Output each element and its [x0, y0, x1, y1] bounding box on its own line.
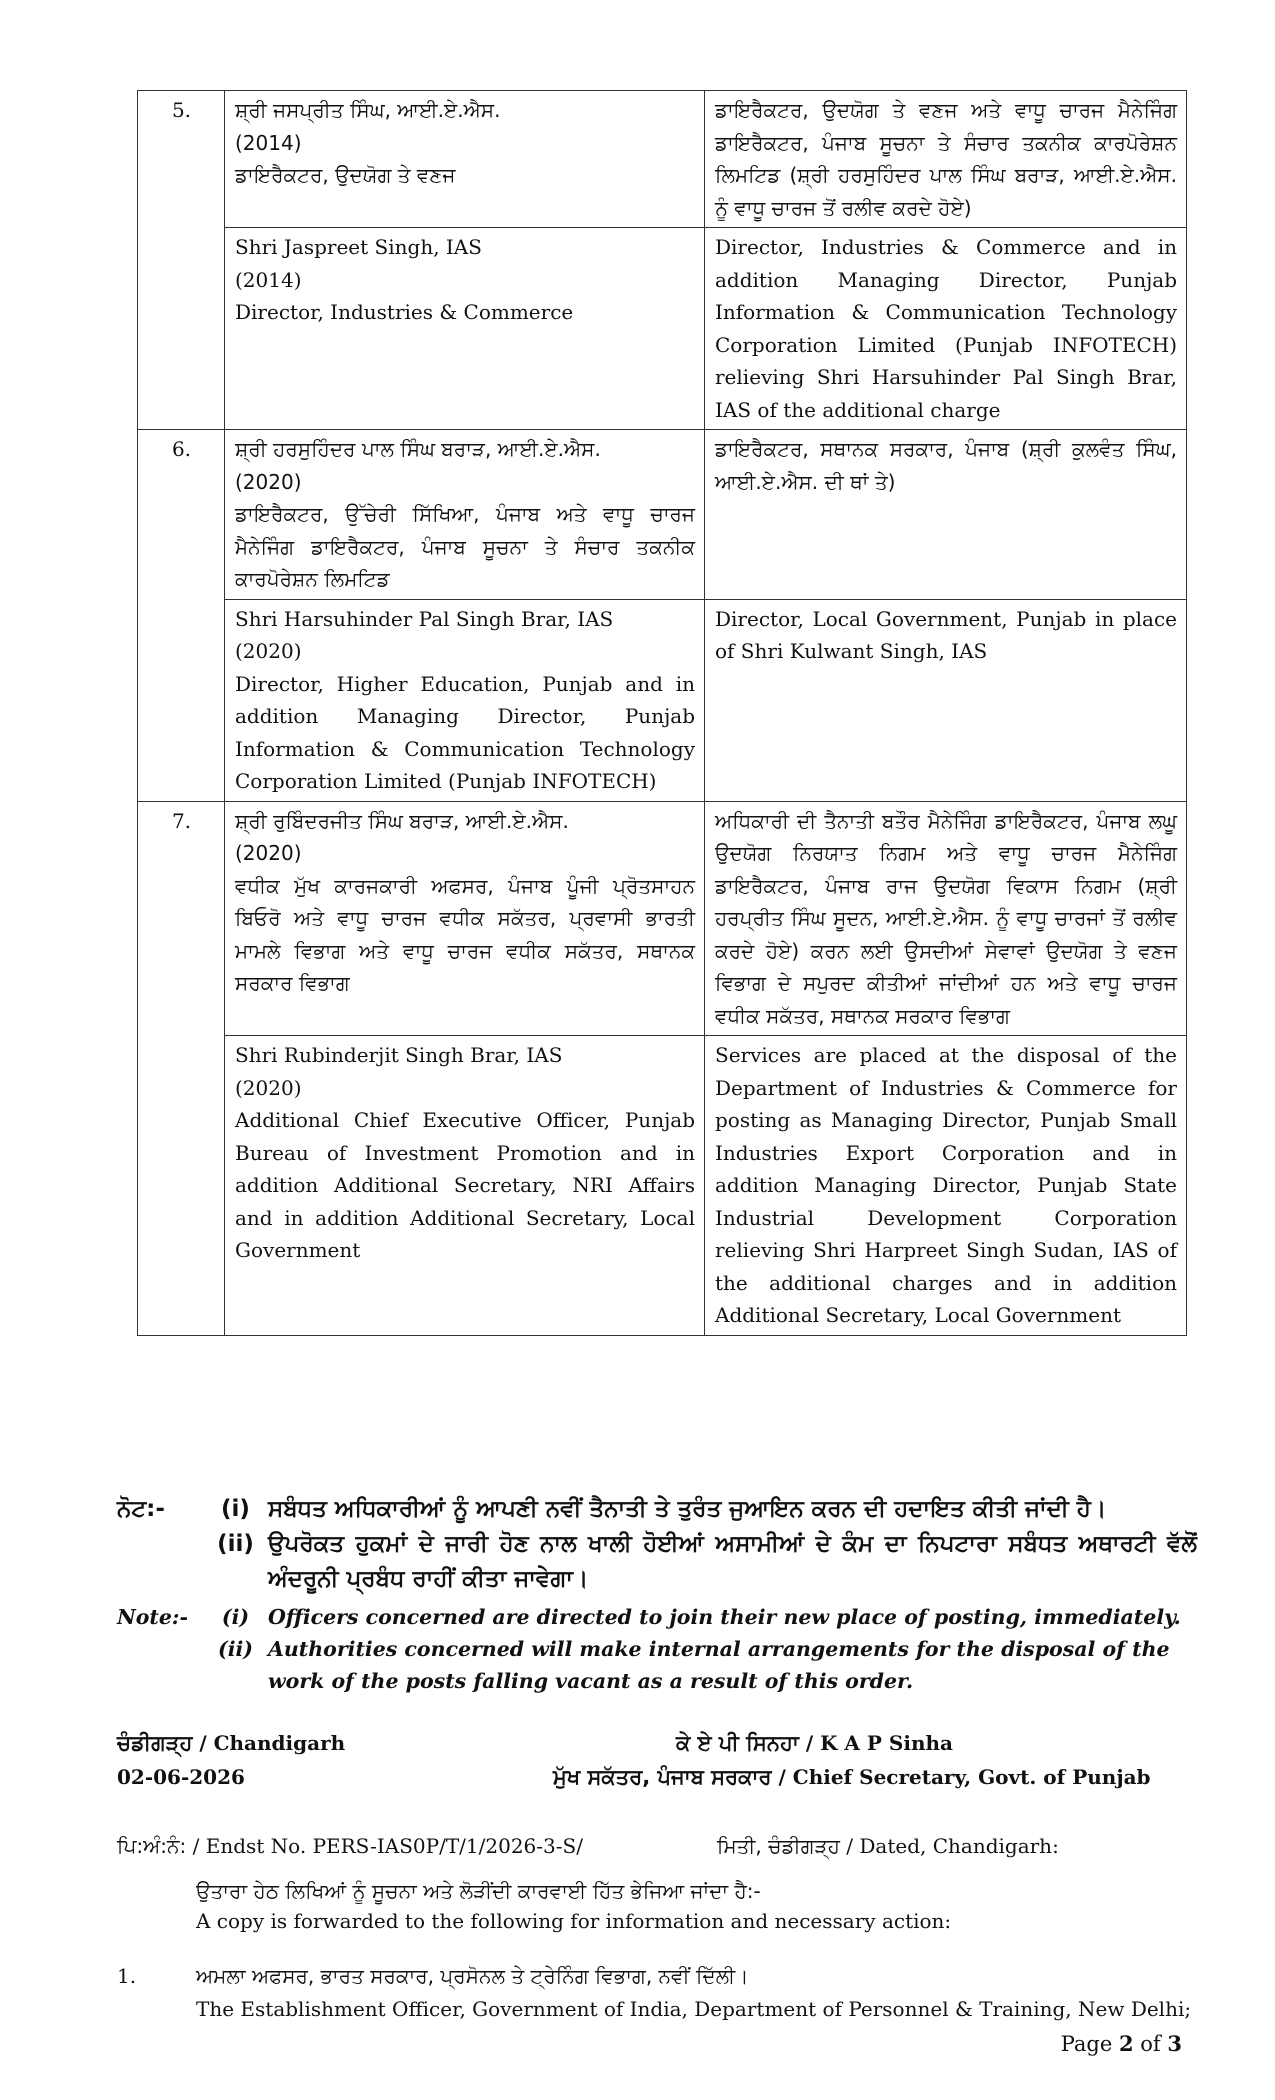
note-number: (ii)	[218, 1637, 253, 1661]
officer-cell-punjabi	[225, 801, 705, 1036]
officer-name: ਸ਼੍ਰੀ ਰੁਬਿੰਦਰਜੀਤ ਸਿੰਘ ਬਰਾੜ, ਆਈ.ਏ.ਐਸ.	[235, 808, 569, 833]
endorsement-number	[117, 1831, 583, 1861]
new-posting-punjabi: ਅਧਿਕਾਰੀ ਦੀ ਤੈਨਾਤੀ ਬਤੌਰ ਮੈਨੇਜਿੰਗ ਡਾਇਰੈਕਟਰ, ਪੰਜਾਬ ਲਘੂ ਉਦਯੋਗ ਨਿਰਯਾਤ ਨਿਗਮ ਅਤੇ ਵਾਧੂ ਚਾਰਜ ਮੈਨੇਜਿੰਗ ਡਾਇਰੈਕਟਰ, ਪੰਜਾਬ ਰਾਜ ਉਦਯੋਗ ਵਿਕਾਸ ਨਿਗਮ (ਸ਼੍ਰੀ ਹਰਪ੍ਰੀਤ ਸਿੰਘ ਸੂਦਨ, ਆਈ.ਏ.ਐਸ. ਨੂੰ ਵਾਧੂ ਚਾਰਜਾਂ ਤੋਂ ਰਲੀਵ ਕਰਦੇ ਹੋਏ) ਕਰਨ ਲਈ ਉਸਦੀਆਂ ਸੇਵਾਵਾਂ ਉਦਯੋਗ ਤੇ ਵਣਜ ਵਿਭਾਗ ਦੇ ਸਪੁਰਦ ਕੀਤੀਆਂ ਜਾਂਦੀਆਂ ਹਨ ਅਤੇ ਵਾਧੂ ਚਾਰਜ ਵਧੀਕ ਸਕੱਤਰ, ਸਥਾਨਕ ਸਰਕਾਰ ਵਿਭਾਗ	[705, 801, 1187, 1036]
batch-year: (2020)	[235, 639, 302, 663]
officer-name: Shri Rubinderjit Singh Brar, IAS	[235, 1043, 563, 1067]
note-number: (i)	[221, 1496, 250, 1522]
serial-number: 7.	[138, 801, 225, 1335]
officer-name: ਸ਼੍ਰੀ ਜਸਪ੍ਰੀਤ ਸਿੰਘ, ਆਈ.ਏ.ਐਸ.	[235, 98, 501, 122]
note-label: Note:-	[117, 1605, 188, 1629]
batch-year: (2014)	[235, 267, 302, 292]
current-posting: Director, Industries & Commerce	[235, 300, 574, 324]
new-posting-english: Services are placed at the disposal of the Department of Industries & Commerce for posting as Managing Director, Punjab Small Industries Export Corporation and in addition Managing Director, Punjab State Industrial Development Corporation relieving Shri Harpreet Singh Sudan, IAS of the additional charges and in addition Additional Secretary, Local Government	[705, 1036, 1187, 1336]
new-posting-punjabi: ਡਾਇਰੈਕਟਰ, ਸਥਾਨਕ ਸਰਕਾਰ, ਪੰਜਾਬ (ਸ਼੍ਰੀ ਕੁਲਵੰਤ ਸਿੰਘ, ਆਈ.ਏ.ਐਸ. ਦੀ ਥਾਂ ਤੇ)	[705, 430, 1187, 600]
copy-forward-english: A copy is forwarded to the following for information and necessary action:	[196, 1909, 952, 1933]
officer-cell-punjabi	[225, 91, 705, 228]
officer-name: ਸ਼੍ਰੀ ਹਰਸੁਹਿੰਦਰ ਪਾਲ ਸਿੰਘ ਬਰਾੜ, ਆਈ.ਏ.ਐਸ.	[235, 437, 601, 461]
officer-cell-english	[225, 1036, 705, 1336]
batch-year: (2020)	[235, 841, 302, 865]
note-number: (ii)	[217, 1531, 254, 1557]
new-posting-english: Director, Industries & Commerce and in addition Managing Director, Punjab Information & Communication Technology Corporation Limited (Punjab INFOTECH) relieving Shri Harsuhinder Pal Singh Brar, IAS of the additional charge	[705, 228, 1187, 430]
copy-forward-punjabi: ਉਤਾਰਾ ਹੇਠ ਲਿਖਿਆਂ ਨੂੰ ਸੂਚਨਾ ਅਤੇ ਲੋੜੀਂਦੀ ਕਾਰਵਾਈ ਹਿੱਤ ਭੇਜਿਆ ਜਾਂਦਾ ਹੈ:-	[196, 1879, 761, 1903]
signatory-name-english: / K A P Sinha	[798, 1731, 953, 1755]
note-text: Officers concerned are directed to join their new place of posting, immediately.	[268, 1605, 1181, 1629]
page-number: Page 2 of 3	[1060, 2031, 1182, 2056]
note-item	[117, 1492, 1197, 1527]
officer-cell-punjabi	[225, 430, 705, 600]
officer-name: Shri Jaspreet Singh, IAS	[235, 235, 482, 259]
note-text: Authorities concerned will make internal arrangements for the disposal of the work of the posts falling vacant as a result of this order.	[268, 1637, 1170, 1693]
serial-number: 6.	[138, 430, 225, 802]
officer-name: Shri Harsuhinder Pal Singh Brar, IAS	[235, 606, 614, 631]
order-date: 02-06-2026	[117, 1765, 245, 1789]
batch-year: (2014)	[235, 130, 302, 155]
place-english: / Chandigarh	[192, 1731, 346, 1755]
note-label: ਨੋਟ:-	[117, 1496, 165, 1522]
table-row	[138, 228, 1187, 430]
new-posting-english: Director, Local Government, Punjab in place of Shri Kulwant Singh, IAS	[705, 599, 1187, 801]
endst-label-punjabi: ਪਿ:ਅੰ:ਨੰ:	[117, 1834, 187, 1858]
dated-english: / Dated, Chandigarh:	[839, 1834, 1059, 1858]
place-date-block	[117, 1726, 345, 1794]
page-total: 3	[1167, 2031, 1182, 2056]
officer-cell-english	[225, 599, 705, 801]
table-row	[138, 91, 1187, 228]
current-posting: Director, Higher Education, Punjab and in addition Managing Director, Punjab Information & Communication Technology Corporation Limited (Punjab INFOTECH)	[235, 671, 695, 793]
distribution-punjabi: ਅਮਲਾ ਅਫਸਰ, ਭਾਰਤ ਸਰਕਾਰ, ਪ੍ਰਸੋਨਲ ਤੇ ਟ੍ਰੇਨਿੰਗ ਵਿਭਾਗ, ਨਵੀਂ ਦਿੱਲੀ।	[196, 1964, 749, 1988]
note-item	[117, 1601, 1197, 1633]
table-row	[138, 599, 1187, 801]
officer-cell-english	[225, 228, 705, 430]
new-posting-punjabi: ਡਾਇਰੈਕਟਰ, ਉਦਯੋਗ ਤੇ ਵਣਜ ਅਤੇ ਵਾਧੂ ਚਾਰਜ ਮੈਨੇਜਿੰਗ ਡਾਇਰੈਕਟਰ, ਪੰਜਾਬ ਸੂਚਨਾ ਤੇ ਸੰਚਾਰ ਤਕਨੀਕ ਕਾਰਪੋਰੇਸ਼ਨ ਲਿਮਟਿਡ (ਸ਼੍ਰੀ ਹਰਸੁਹਿੰਦਰ ਪਾਲ ਸਿੰਘ ਬਰਾੜ, ਆਈ.ਏ.ਐਸ. ਨੂੰ ਵਾਧੂ ਚਾਰਜ ਤੋਂ ਰਲੀਵ ਕਰਦੇ ਹੋਏ)	[705, 91, 1187, 228]
notes-punjabi	[117, 1492, 1197, 1597]
note-item	[117, 1527, 1197, 1597]
dated-punjabi: ਮਿਤੀ, ਚੰਡੀਗੜ੍ਹ	[717, 1834, 840, 1858]
note-item	[117, 1633, 1197, 1697]
endst-label-english: / Endst No. PERS-IAS0P/T/1/2026-3-S/	[186, 1834, 583, 1858]
signatory-name-punjabi: ਕੇ ਏ ਪੀ ਸਿਨਹਾ	[676, 1731, 799, 1755]
page-current: 2	[1118, 2031, 1134, 2056]
current-posting: ਡਾਇਰੈਕਟਰ, ਉਦਯੋਗ ਤੇ ਵਣਜ	[235, 163, 456, 187]
place-punjabi: ਚੰਡੀਗੜ੍ਹ	[117, 1731, 193, 1755]
signatory-block	[553, 1726, 1151, 1794]
note-number: (i)	[221, 1605, 250, 1629]
table-row	[138, 801, 1187, 1036]
note-text: ਸਬੰਧਤ ਅਧਿਕਾਰੀਆਂ ਨੂੰ ਆਪਣੀ ਨਵੀਂ ਤੈਨਾਤੀ ਤੇ ਤੁਰੰਤ ਜੁਆਇਨ ਕਰਨ ਦੀ ਹਦਾਇਤ ਕੀਤੀ ਜਾਂਦੀ ਹੈ।	[268, 1496, 1107, 1522]
current-posting: Additional Chief Executive Officer, Punjab Bureau of Investment Promotion and in addition Additional Secretary, NRI Affairs and in addition Additional Secretary, Local Government	[235, 1108, 695, 1262]
batch-year: (2020)	[235, 469, 302, 494]
note-text: ਉਪਰੋਕਤ ਹੁਕਮਾਂ ਦੇ ਜਾਰੀ ਹੋਣ ਨਾਲ ਖਾਲੀ ਹੋਈਆਂ ਅਸਾਮੀਆਂ ਦੇ ਕੰਮ ਦਾ ਨਿਪਟਾਰਾ ਸਬੰਧਤ ਅਥਾਰਟੀ ਵੱਲੋਂ ਅੰਦਰੂਨੀ ਪ੍ਰਬੰਧ ਰਾਹੀਂ ਕੀਤਾ ਜਾਵੇਗਾ।	[268, 1531, 1197, 1592]
table-row	[138, 1036, 1187, 1336]
table-row	[138, 430, 1187, 600]
distribution-english: The Establishment Officer, Government of India, Department of Personnel & Training, New Delhi;	[196, 1997, 1192, 2021]
designation-english: / Chief Secretary, Govt. of Punjab	[771, 1765, 1151, 1789]
batch-year: (2020)	[235, 1075, 302, 1100]
distribution-number: 1.	[117, 1964, 137, 1988]
postings-table	[137, 90, 1187, 1336]
current-posting: ਡਾਇਰੈਕਟਰ, ਉੱਚੇਰੀ ਸਿੱਖਿਆ, ਪੰਜਾਬ ਅਤੇ ਵਾਧੂ ਚਾਰਜ ਮੈਨੇਜਿੰਗ ਡਾਇਰੈਕਟਰ, ਪੰਜਾਬ ਸੂਚਨਾ ਤੇ ਸੰਚਾਰ ਤਕਨੀਕ ਕਾਰਪੋਰੇਸ਼ਨ ਲਿਮਟਿਡ	[235, 502, 695, 591]
serial-number: 5.	[138, 91, 225, 430]
current-posting: ਵਧੀਕ ਮੁੱਖ ਕਾਰਜਕਾਰੀ ਅਫਸਰ, ਪੰਜਾਬ ਪੂੰਜੀ ਪ੍ਰੋਤਸਾਹਨ ਬਿਓਰੋ ਅਤੇ ਵਾਧੂ ਚਾਰਜ ਵਧੀਕ ਸਕੱਤਰ, ਪ੍ਰਵਾਸੀ ਭਾਰਤੀ ਮਾਮਲੇ ਵਿਭਾਗ ਅਤੇ ਵਾਧੂ ਚਾਰਜ ਵਧੀਕ ਸਕੱਤਰ, ਸਥਾਨਕ ਸਰਕਾਰ ਵਿਭਾਗ	[235, 873, 695, 995]
endorsement-date	[717, 1831, 1059, 1861]
notes-english	[117, 1601, 1197, 1697]
designation-punjabi: ਮੁੱਖ ਸਕੱਤਰ, ਪੰਜਾਬ ਸਰਕਾਰ	[553, 1765, 772, 1789]
